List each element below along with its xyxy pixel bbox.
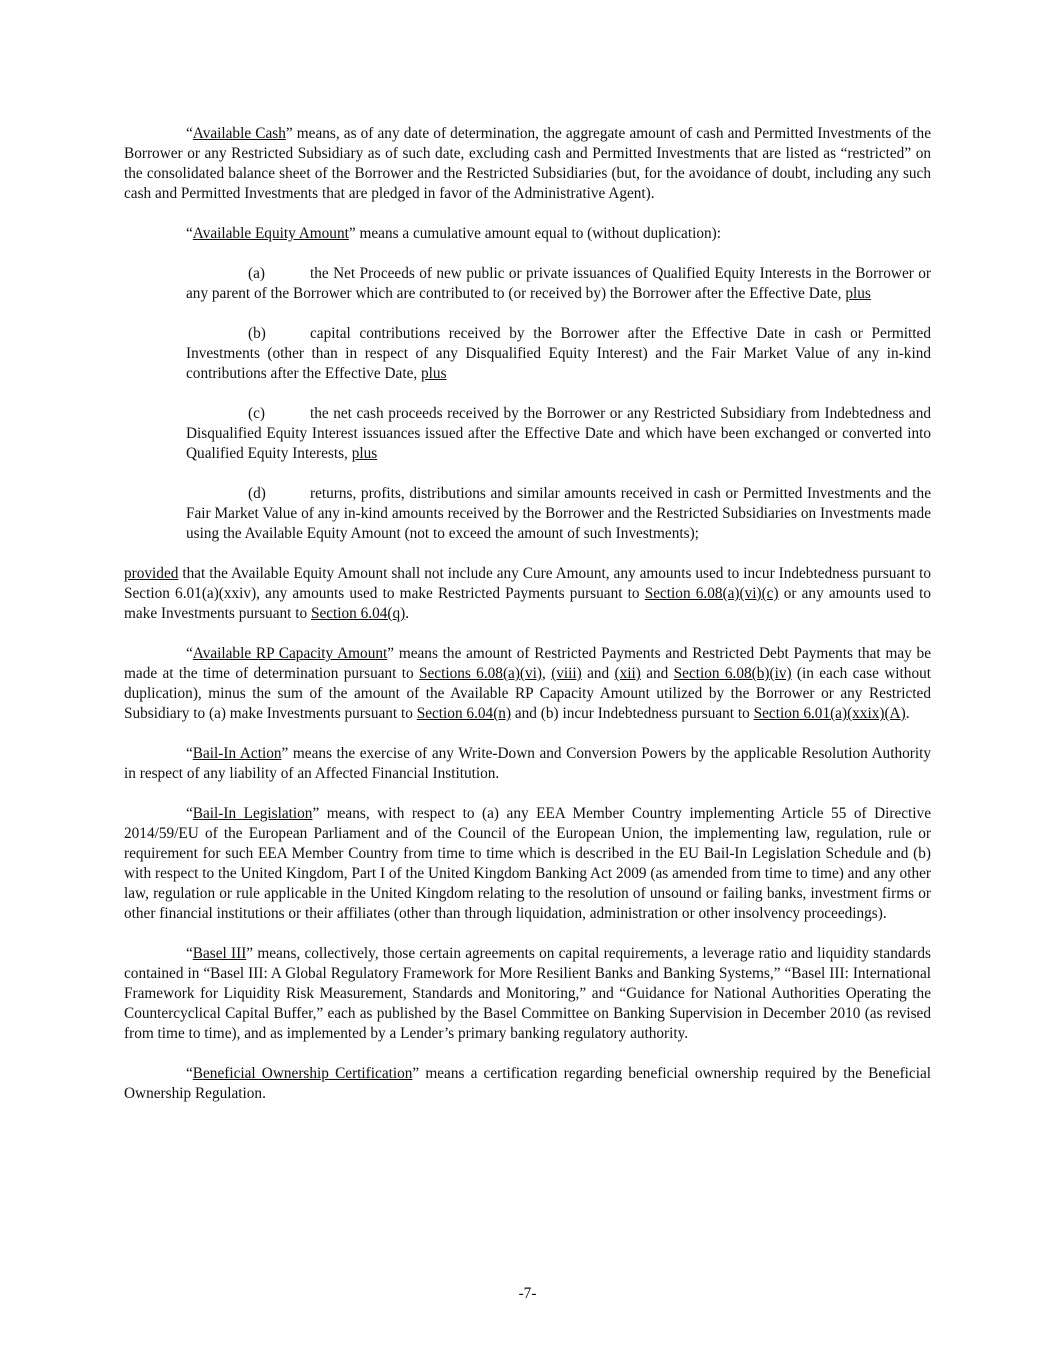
definition-text: , — [542, 665, 552, 682]
close-quote: ” — [348, 225, 356, 242]
close-quote: ” — [246, 945, 254, 962]
definition-text: means, with respect to (a) any EEA Member Country implementing Article 55 of Directive 2014/59/EU of the European Parliament and of the Council of the European Union, the implementing law, regulation, rule or requirement for such EEA Member Country from time to time which is described in the EU Bail-In Legislation Schedule and (b) with respect to the United Kingdom, Part I of the United Kingdom Banking Act 2009 (as amended from time to time) and any other law, regulation or rule applicable in the United Kingdom relating to the resolution of unsound or failing banks, investment firms or other financial institutions or their affiliates (other than through liquidation, administration or other insolvency proceedings). — [124, 805, 931, 922]
proviso-lead: provided — [124, 565, 179, 582]
clause-label: (c) — [248, 405, 265, 422]
definition-text: means the amount of Restricted Payments and Restricted Debt Payments that may be made at the time of determination pursuant to — [124, 645, 931, 682]
close-quote: ” — [285, 125, 293, 142]
close-quote: ” — [412, 1065, 420, 1082]
clause-c — [186, 404, 931, 464]
clause-d — [186, 484, 931, 544]
open-quote: “ — [186, 125, 193, 142]
open-quote: “ — [186, 645, 193, 662]
clause-plus: plus — [351, 445, 378, 462]
definition-bail-in-legislation — [124, 804, 931, 924]
open-quote: “ — [186, 805, 193, 822]
section-reference: (xii) — [614, 665, 641, 682]
definition-text: means a cumulative amount equal to (without duplication): — [355, 225, 721, 242]
definition-text: means a certification regarding beneficial ownership required by the Beneficial Ownership Regulation. — [124, 1065, 931, 1102]
clause-plus: plus — [845, 285, 871, 302]
term-bail-in-action: Bail-In Action — [192, 745, 282, 762]
definition-basel-iii — [124, 944, 931, 1044]
open-quote: “ — [186, 745, 193, 762]
definition-text: . — [905, 705, 910, 722]
proviso-text: that the Available Equity Amount shall not include any Cure Amount, any amounts used to incur Indebtedness pursuant to Section 6.01(a)(xxiv), any amounts used to make Restricted Payments pursuant to — [124, 565, 931, 602]
close-quote: ” — [281, 745, 289, 762]
definition-text: means the exercise of any Write-Down and Conversion Powers by the applicable Resolution Authority in respect of any liability of an Affected Financial Institution. — [124, 745, 931, 782]
section-reference: Section 6.04(n) — [416, 705, 512, 722]
definition-available-equity-amount — [124, 224, 931, 244]
clause-plus: plus — [421, 365, 447, 382]
definition-available-cash — [124, 124, 931, 204]
clause-text: the net cash proceeds received by the Borrower or any Restricted Subsidiary from Indebtedness and Disqualified Equity Interest issuances issued after the Effective Date and which have been exchanged or converted into Qualified Equity Interests, — [186, 405, 931, 462]
term-basel-iii: Basel III — [192, 945, 247, 962]
section-reference: Section 6.08(a)(vi)(c) — [644, 585, 779, 602]
clause-a — [186, 264, 931, 304]
term-bail-in-legislation: Bail-In Legislation — [192, 805, 313, 822]
proviso-text: . — [405, 605, 410, 622]
definition-text: and (b) incur Indebtedness pursuant to — [511, 705, 754, 722]
section-reference: Section 6.01(a)(xxix)(A) — [753, 705, 906, 722]
clause-text: the Net Proceeds of new public or private issuances of Qualified Equity Interests in the Borrower or any parent of the Borrower which are contributed to (or received by) the Borrower after the Effective Date, — [186, 265, 931, 302]
definition-text: (in each case without duplication), minus the sum of the amount of the Available RP Capacity Amount utilized by the Borrower or any Restricted Subsidiary to (a) make Investments pursuant to — [124, 665, 931, 722]
open-quote: “ — [186, 225, 193, 242]
term-beneficial-ownership-certification: Beneficial Ownership Certification — [192, 1065, 413, 1082]
definition-available-rp-capacity-amount — [124, 644, 931, 724]
section-reference: Sections 6.08(a)(vi) — [419, 665, 543, 682]
definition-text: and — [581, 665, 615, 682]
definition-beneficial-ownership-certification — [124, 1064, 931, 1104]
section-reference: (viii) — [551, 665, 582, 682]
clause-b — [186, 324, 931, 384]
page-number: -7- — [518, 1285, 537, 1302]
section-reference: Section 6.08(b)(iv) — [673, 665, 792, 682]
definition-text: means, collectively, those certain agreements on capital requirements, a leverage ratio and liquidity standards contained in “Basel III: A Global Regulatory Framework for More Resilient Banks and Banking Systems,” “Basel III: International Framework for Liquidity Risk Measurement, Standards and Monitoring,” and “Guidance for National Authorities Operating the Countercyclical Capital Buffer,” each as published by the Basel Committee on Banking Supervision in December 2010 (as revised from time to time), and as implemented by a Lender’s primary banking regulatory authority. — [124, 945, 931, 1042]
proviso-paragraph — [124, 564, 931, 624]
document-page — [124, 124, 931, 1124]
definition-text: and — [640, 665, 674, 682]
definition-bail-in-action — [124, 744, 931, 784]
term-available-rp-capacity-amount: Available RP Capacity Amount — [192, 645, 388, 662]
open-quote: “ — [186, 1065, 193, 1082]
clause-text: capital contributions received by the Borrower after the Effective Date in cash or Permitted Investments (other than in respect of any Disqualified Equity Interest) and the Fair Market Value of any in-kind contributions after the Effective Date, — [186, 325, 931, 382]
close-quote: ” — [387, 645, 395, 662]
close-quote: ” — [312, 805, 320, 822]
open-quote: “ — [186, 945, 193, 962]
term-available-equity-amount: Available Equity Amount — [192, 225, 349, 242]
clause-label: (a) — [248, 265, 265, 282]
section-reference: Section 6.04(q) — [310, 605, 406, 622]
proviso-text: or any amounts used to make Investments pursuant to — [124, 585, 931, 622]
clause-text: returns, profits, distributions and similar amounts received in cash or Permitted Investments and the Fair Market Value of any in-kind amounts received by the Borrower and the Restricted Subsidiaries on Investments made using the Available Equity Amount (not to exceed the amount of such Investments); — [186, 485, 931, 542]
clause-label: (d) — [248, 485, 266, 502]
definition-text: means, as of any date of determination, the aggregate amount of cash and Permitted Investments of the Borrower or any Restricted Subsidiary as of such date, excluding cash and Permitted Investments that are listed as “restricted” on the consolidated balance sheet of the Borrower and the Restricted Subsidiaries (but, for the avoidance of doubt, including any such cash and Permitted Investments that are pledged in favor of the Administrative Agent). — [124, 125, 931, 202]
term-available-cash: Available Cash — [192, 125, 286, 142]
clause-label: (b) — [248, 325, 266, 342]
